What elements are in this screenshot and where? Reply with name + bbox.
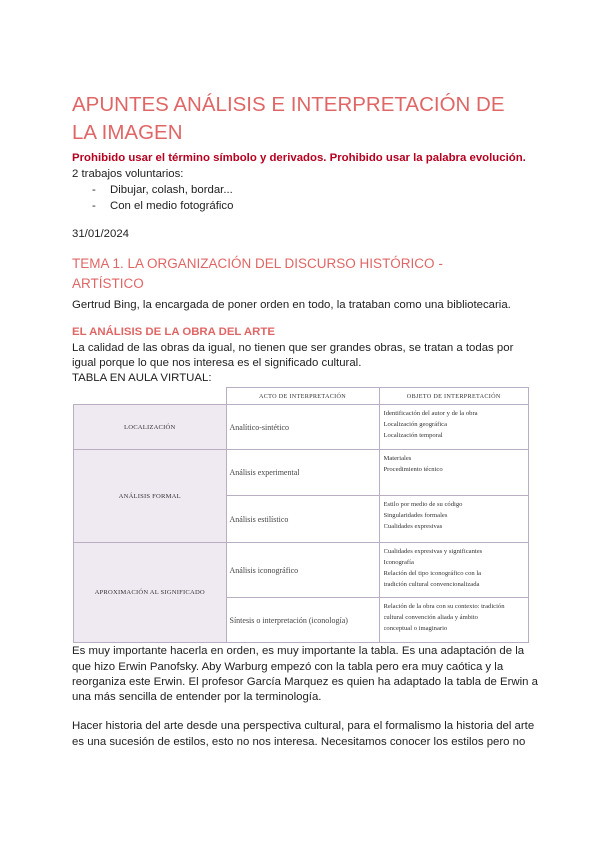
table-object-cell (379, 405, 529, 450)
table-object: Localización temporal (383, 432, 443, 439)
table-object: cultural convención aliada y ámbito (383, 614, 478, 621)
table-act-cell (226, 496, 379, 543)
table-object: Procedimiento técnico (383, 466, 443, 473)
table-object: Iconografía (383, 559, 414, 566)
table-act: Analítico-sintético (229, 422, 290, 432)
table-header-blank (74, 388, 227, 405)
table-row (74, 405, 529, 450)
table-act: Análisis experimental (229, 468, 300, 477)
tema-heading: TEMA 1. LA ORGANIZACIÓN DEL DISCURSO HISTÓRICO -ARTÍSTICO (72, 256, 443, 291)
paragraph-line: Es muy importante hacerla en orden, es muy importante la tabla. Es una adaptación de la (72, 645, 525, 657)
paragraph-line: La calidad de las obras da igual, no tienen que ser grandes obras, se tratan a todas por (72, 342, 514, 354)
table-act: Análisis iconográfico (229, 565, 299, 575)
paragraph-line: TABLA EN AULA VIRTUAL: (72, 372, 212, 384)
table-category: ANÁLISIS FORMAL (74, 450, 227, 543)
table-category: LOCALIZACIÓN (74, 405, 227, 450)
table-act-cell (226, 405, 379, 450)
table-header: ACTO DE INTERPRETACIÓN (226, 388, 379, 405)
table-object: Cualidades expresivas (383, 523, 443, 530)
interpretation-table (73, 387, 529, 643)
table-row (74, 543, 529, 598)
trabajos-label: 2 trabajos voluntarios: (72, 168, 184, 180)
table-object: Estilo por medio de su código (383, 501, 463, 508)
table-act-cell (226, 598, 379, 643)
bullet-text: Con el medio fotográfico (110, 200, 234, 212)
bullet-marker: - (92, 184, 96, 196)
table-object-cell (379, 496, 529, 543)
table-act-cell (226, 543, 379, 598)
bullet-item (92, 182, 392, 198)
document-title: APUNTES ANÁLISIS E INTERPRETACIÓN DE LA IMAGEN (72, 93, 505, 144)
table-category: APROXIMACIÓN AL SIGNIFICADO (74, 543, 227, 643)
paragraph-line: Hacer historia del arte desde una perspectiva cultural, para el formalismo la historia del arte (72, 720, 535, 732)
paragraph-line: es una sucesión de estilos, esto no nos interesa. Necesitamos conocer los estilos pero no (72, 736, 526, 748)
table-object-cell (379, 450, 529, 496)
bullet-marker: - (92, 200, 96, 212)
table-object: Identificación del autor y de la obra (383, 410, 478, 417)
table-object: Cualidades expresivas y significantes (383, 548, 483, 555)
warning-note: Prohibido usar el término símbolo y derivados. Prohibido usar la palabra evolución. (72, 152, 526, 164)
table-object: Singularidades formales (383, 512, 448, 519)
bullet-item (92, 198, 392, 214)
table-header-row (74, 388, 529, 405)
table-header: OBJETO DE INTERPRETACIÓN (379, 388, 529, 405)
date: 31/01/2024 (72, 228, 130, 240)
table-object: Relación de la obra con su contexto: tradición (383, 603, 505, 610)
table-act: Síntesis o interpretación (iconología) (229, 615, 348, 625)
table-object: Materiales (383, 455, 412, 462)
section-heading: EL ANÁLISIS DE LA OBRA DEL ARTE (72, 326, 275, 338)
table-object-cell (379, 543, 529, 598)
paragraph-line: reorganiza este Erwin. El profesor García Marquez es quien ha adaptado la tabla de Erwin a (72, 676, 539, 688)
table-object-cell (379, 598, 529, 643)
table-object: conceptual o imaginario (383, 625, 448, 632)
paragraph-line: una más sencilla de entender por la terminología. (72, 691, 322, 703)
table-row (74, 450, 529, 496)
table-act: Análisis estilístico (229, 514, 289, 524)
paragraph-line: igual porque lo que nos interesa es el significado cultural. (72, 357, 362, 369)
table-object: Localización geográfica (383, 421, 448, 428)
table-act-cell (226, 450, 379, 496)
paragraph-line: que hizo Erwin Panofsky. Aby Warburg empezó con la tabla pero era muy caótica y la (72, 661, 504, 673)
table-object: tradición cultural convencionalizada (383, 581, 480, 588)
table-object: Relación del tipo iconográfico con la (383, 570, 482, 577)
bullet-text: Dibujar, colash, bordar... (110, 184, 233, 196)
gertrud-paragraph: Gertrud Bing, la encargada de poner orden en todo, la trataban como una bibliotecaria. (72, 299, 511, 311)
